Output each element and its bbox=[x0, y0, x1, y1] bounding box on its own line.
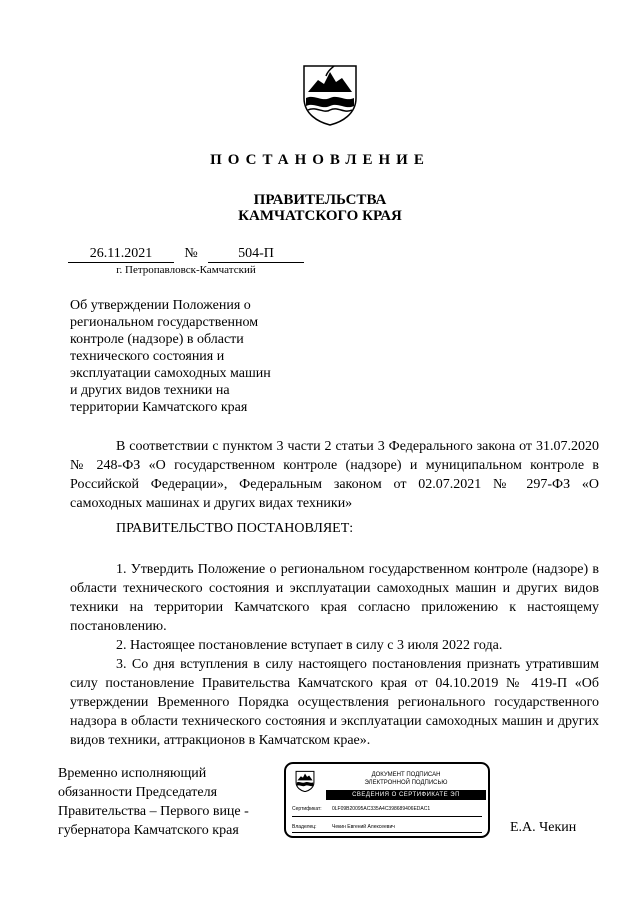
signer-position bbox=[58, 764, 278, 840]
subject-line: Об утверждении Положения о bbox=[70, 298, 251, 313]
number-sign: № bbox=[184, 246, 198, 261]
organization-line-1: ПРАВИТЕЛЬСТВА bbox=[253, 192, 387, 208]
subject-line: технического состояния и bbox=[70, 349, 225, 364]
document-subject bbox=[70, 297, 300, 416]
signer-position-line: Правительства – Первого вице - bbox=[58, 804, 249, 819]
stamp-title-line-1: ДОКУМЕНТ ПОДПИСАН bbox=[371, 772, 441, 778]
stamp-certificate-header: СВЕДЕНИЯ О СЕРТИФИКАТЕ ЭП bbox=[326, 790, 486, 800]
stamp-divider bbox=[292, 816, 482, 817]
signer-position-line: обязанности Председателя bbox=[58, 785, 218, 800]
subject-line: и других видов техники на bbox=[70, 383, 230, 398]
organization-line-2: КАМЧАТСКОГО КРАЯ bbox=[238, 208, 402, 224]
kamchatka-emblem-icon bbox=[294, 770, 316, 792]
subject-line: контроле (надзоре) в области bbox=[70, 332, 244, 347]
resolution-item: 1. Утвердить Положение о региональном государственном контроле (надзоре) в области технического состояния и эксплуатации самоходных машин и других видов техники на территории Камчатского края согласно приложению к настоящему постановлению. bbox=[70, 562, 599, 634]
preamble-paragraph bbox=[70, 437, 599, 513]
resolution-item: 2. Настоящее постановление вступает в силу с 3 июля 2022 года. bbox=[116, 638, 503, 653]
subject-line: территории Камчатского края bbox=[70, 400, 248, 415]
stamp-title-line-2: ЭЛЕКТРОННОЙ ПОДПИСЬЮ bbox=[364, 780, 448, 786]
document-date: 26.11.2021 bbox=[68, 245, 174, 263]
resolution-item: 3. Со дня вступления в силу настоящего постановления признать утратившим силу постановление Правительства Камчатского края от 04.10.2019 № 419-П «Об утверждении Временного Порядка осуществления регионального государственного надзора в области технического состояния и эксплуатации самоходных машин и других видов техники, аттракционов в Камчатском крае». bbox=[70, 657, 599, 748]
stamp-owner-value: Чекин Евгений Алексеевич bbox=[332, 824, 395, 830]
signer-name: Е.А. Чекин bbox=[510, 820, 577, 835]
stamp-certificate-label: Сертификат: bbox=[292, 806, 322, 812]
stamp-owner-label: Владелец: bbox=[292, 824, 317, 830]
stamp-certificate-value: 0LF09B20095AC335A4C398689406EDAC1 bbox=[332, 806, 431, 812]
subject-line: региональном государственном bbox=[70, 315, 259, 330]
resolves-heading: ПРАВИТЕЛЬСТВО ПОСТАНОВЛЯЕТ: bbox=[116, 521, 354, 536]
kamchatka-emblem-icon bbox=[298, 62, 362, 126]
signer-position-line: губернатора Камчатского края bbox=[58, 823, 239, 838]
resolution-items bbox=[70, 560, 599, 750]
stamp-divider bbox=[292, 832, 482, 833]
preamble-text: В соответствии с пунктом 3 части 2 статьи 3 Федерального закона от 31.07.2020 № 248-ФЗ «О государственном контроле (надзоре) и муниципальном контроле в Российской Федерации», Федеральным законом от 02.07.2021 № 297-ФЗ «О самоходных машинах и других видах техники» bbox=[70, 439, 599, 511]
document-number: 504-П bbox=[208, 245, 304, 263]
document-city: г. Петропавловск-Камчатский bbox=[116, 264, 256, 276]
signer-position-line: Временно исполняющий bbox=[58, 766, 207, 781]
subject-line: эксплуатации самоходных машин bbox=[70, 366, 271, 381]
document-type-title: ПОСТАНОВЛЕНИЕ bbox=[210, 152, 430, 168]
electronic-signature-stamp bbox=[284, 762, 490, 838]
